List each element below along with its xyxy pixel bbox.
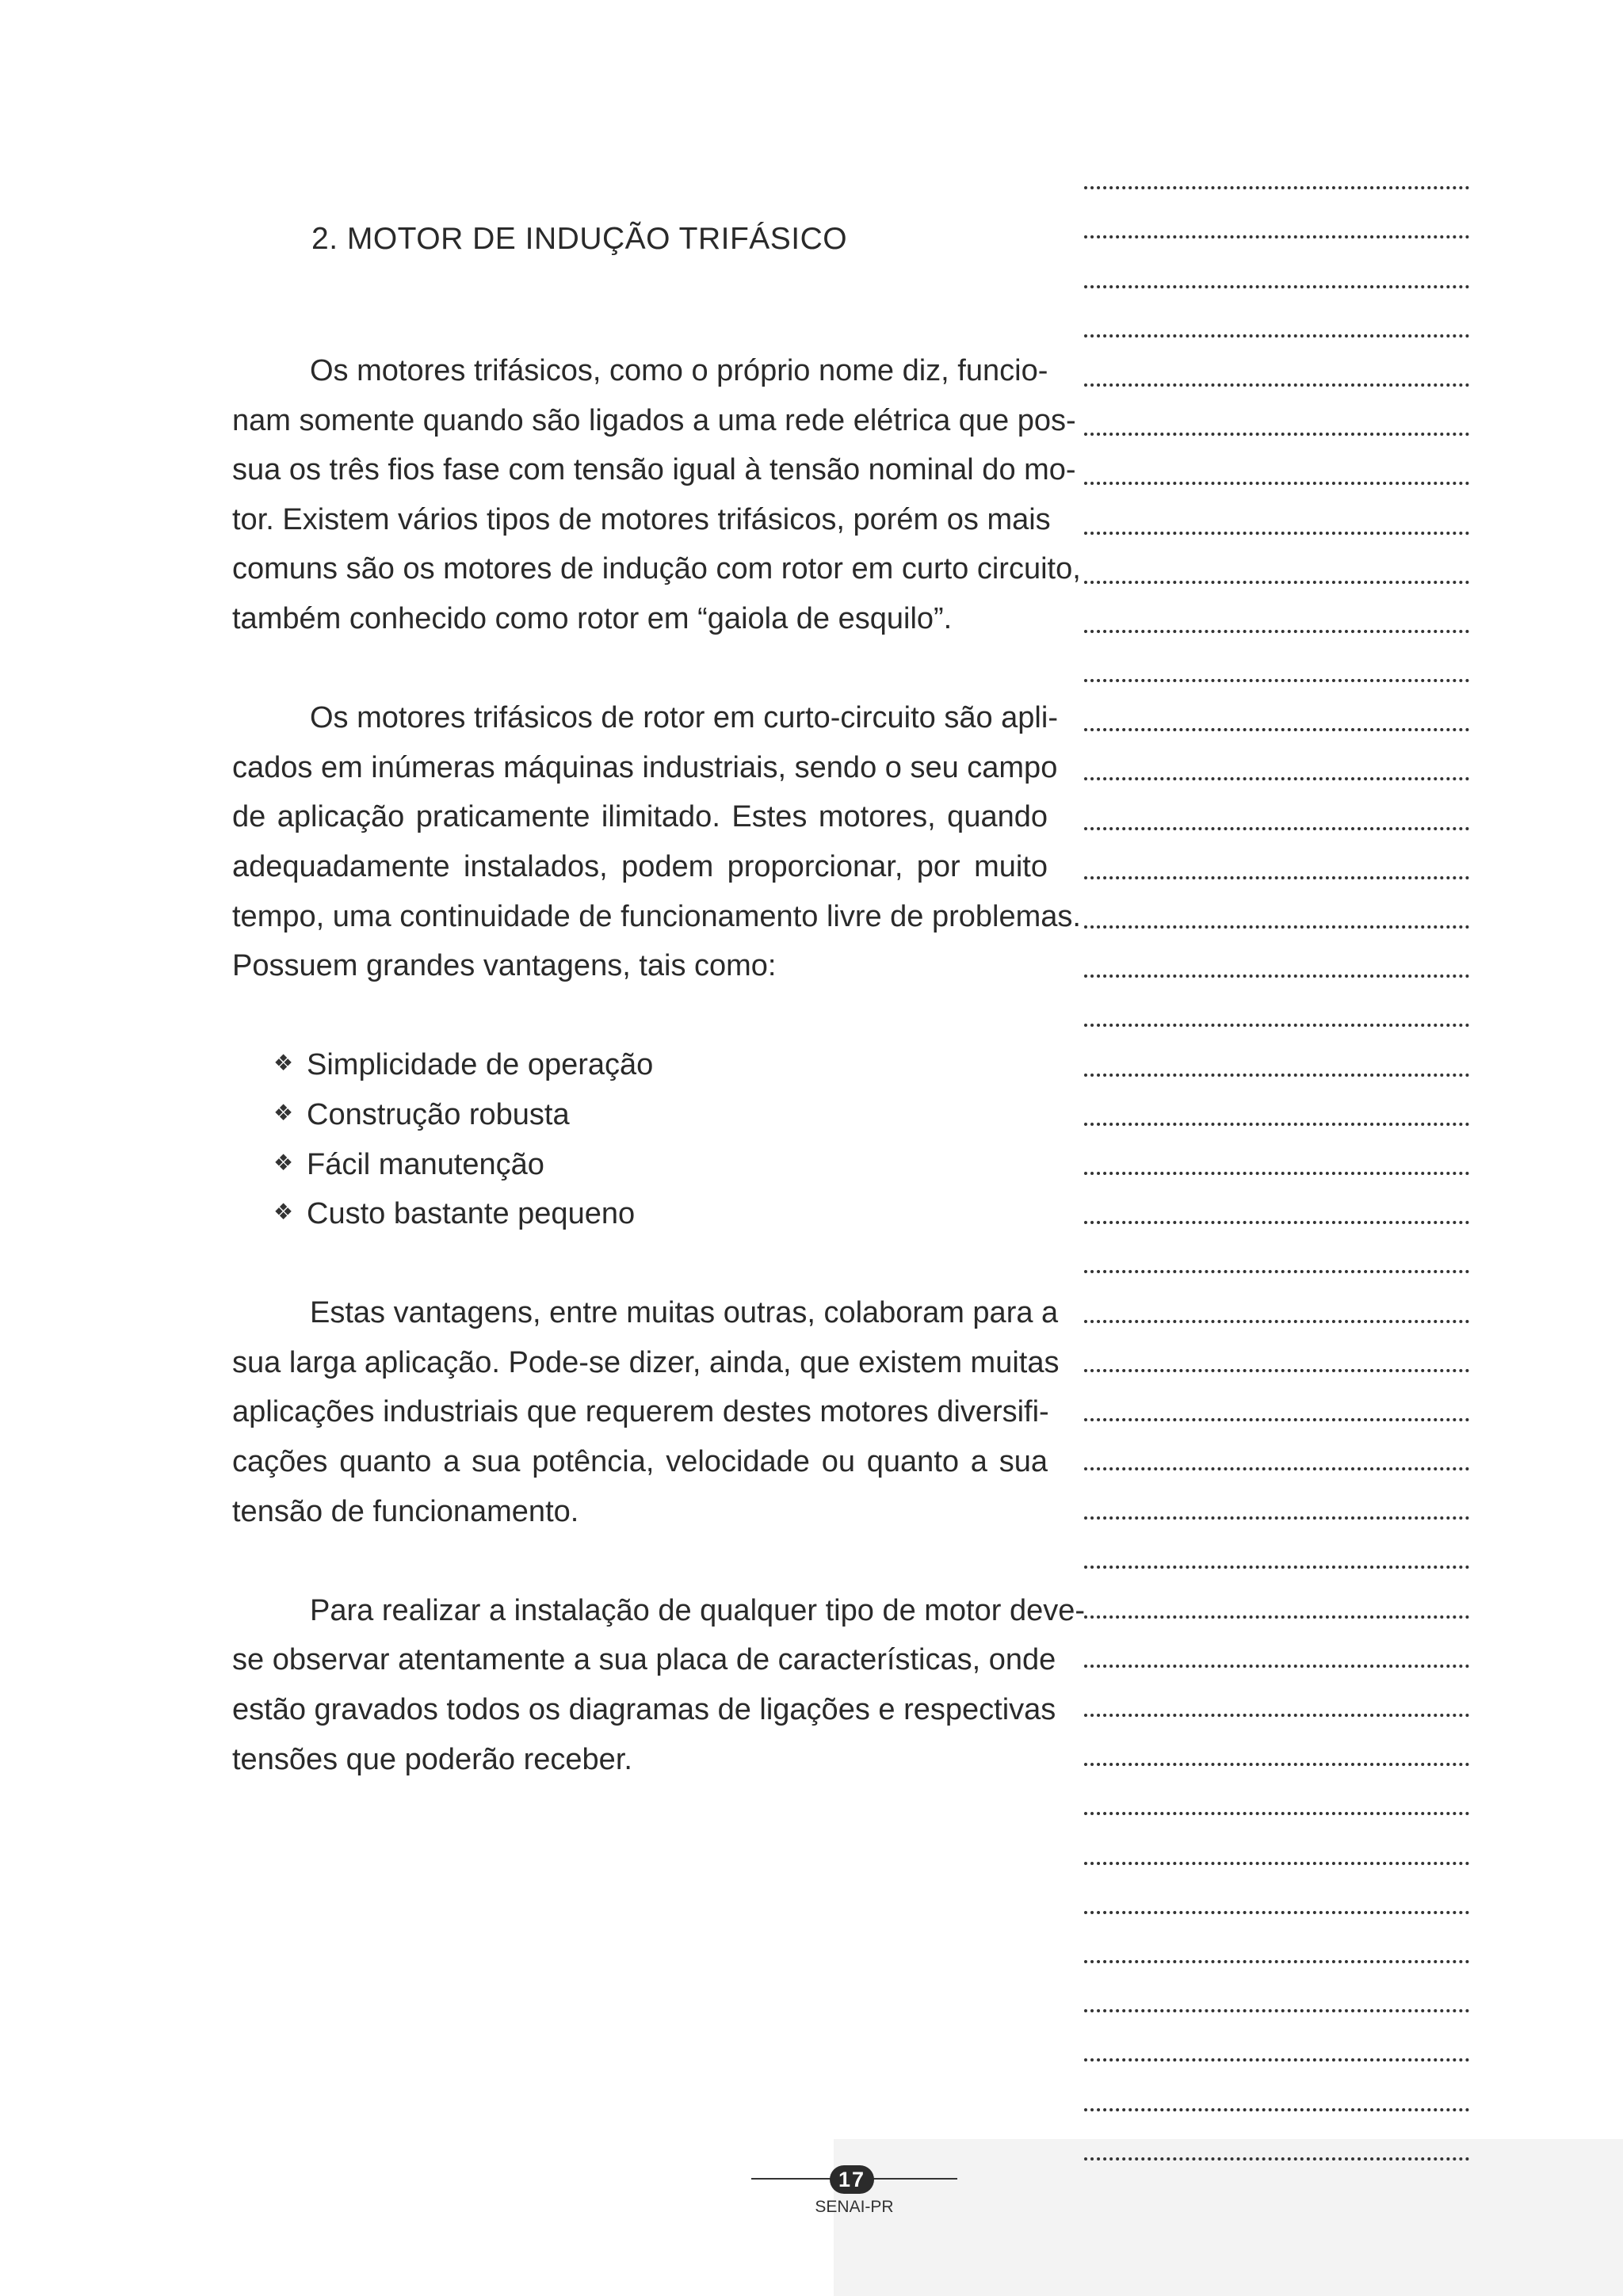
text-line: também conhecido como rotor em “gaiola de esquilo”. xyxy=(232,601,953,635)
text-line: nam somente quando são ligados a uma rede elétrica que pos- xyxy=(232,403,1076,437)
list-item xyxy=(273,1140,1048,1190)
notes-dotted-line xyxy=(1084,402,1469,452)
footer-rule-left xyxy=(751,2178,835,2180)
list-item-label: Custo bastante pequeno xyxy=(307,1197,636,1231)
list-item-label: Fácil manutenção xyxy=(307,1147,544,1181)
notes-dotted-line xyxy=(1084,1289,1469,1338)
text-line: sua os três fios fase com tensão igual à tensão nominal do mo- xyxy=(232,453,1076,487)
text-line: tensões que poderão receber. xyxy=(232,1742,632,1776)
section-title: 2. MOTOR DE INDUÇÃO TRIFÁSICO xyxy=(311,222,848,256)
footer-label: SENAI-PR xyxy=(815,2198,894,2216)
notes-dotted-line xyxy=(1084,1831,1469,1880)
text-line: Possuem grandes vantagens, tais como: xyxy=(232,949,777,983)
notes-dotted-line xyxy=(1084,353,1469,402)
notes-dotted-line xyxy=(1084,1093,1469,1142)
list-item xyxy=(273,1040,1048,1090)
notes-dotted-line xyxy=(1084,846,1469,895)
text-line: Os motores trifásicos, como o próprio nome diz, funcio- xyxy=(310,354,1048,387)
notes-dotted-line xyxy=(1084,698,1469,747)
text-line: cados em inúmeras máquinas industriais, sendo o seu campo xyxy=(232,750,1058,784)
notes-dotted-line xyxy=(1084,1684,1469,1733)
diamond-four-dots-icon: ❖ xyxy=(273,1199,294,1225)
notes-dotted-line xyxy=(1084,1535,1469,1585)
notes-dotted-line xyxy=(1084,1043,1469,1092)
text-line: aplicações industriais que requerem destes motores diversifi- xyxy=(232,1395,1049,1429)
notes-dotted-line xyxy=(1084,1339,1469,1388)
paragraph-4 xyxy=(232,1586,1086,1784)
footer-rule-right xyxy=(869,2178,957,2180)
notes-dotted-line xyxy=(1084,452,1469,501)
page-footer xyxy=(751,2164,957,2220)
notes-dotted-line xyxy=(1084,1388,1469,1437)
notes-dotted-line xyxy=(1084,796,1469,845)
notes-dotted-line xyxy=(1084,1881,1469,1930)
text-line: de aplicação praticamente ilimitado. Estes motores, quando xyxy=(232,800,1048,834)
notes-dotted-line xyxy=(1084,501,1469,550)
paragraph-1 xyxy=(232,346,1081,644)
notes-dotted-lines xyxy=(1084,156,1469,2176)
notes-dotted-line xyxy=(1084,551,1469,600)
notes-dotted-line xyxy=(1084,600,1469,649)
list-item xyxy=(273,1090,1048,1140)
notes-dotted-line xyxy=(1084,1142,1469,1191)
diamond-four-dots-icon: ❖ xyxy=(273,1150,294,1175)
notes-dotted-line xyxy=(1084,747,1469,796)
page-number: 17 xyxy=(830,2165,874,2194)
notes-dotted-line xyxy=(1084,2077,1469,2126)
list-item-label: Simplicidade de operação xyxy=(307,1048,654,1082)
diamond-four-dots-icon: ❖ xyxy=(273,1051,294,1076)
text-line: cações quanto a sua potência, velocidade ou quanto a sua xyxy=(232,1445,1048,1479)
text-line: se observar atentamente a sua placa de características, onde xyxy=(232,1643,1056,1677)
notes-dotted-line xyxy=(1084,1733,1469,1782)
advantages-list xyxy=(232,1040,1048,1238)
notes-dotted-line xyxy=(1084,156,1469,205)
notes-dotted-line xyxy=(1084,2127,1469,2176)
paragraph-3 xyxy=(232,1288,1060,1536)
text-line: Estas vantagens, entre muitas outras, colaboram para a xyxy=(310,1296,1059,1330)
text-line: estão gravados todos os diagramas de ligações e respectivas xyxy=(232,1693,1056,1727)
diamond-four-dots-icon: ❖ xyxy=(273,1100,294,1125)
notes-dotted-line xyxy=(1084,994,1469,1043)
text-line: comuns são os motores de indução com rotor em curto circuito, xyxy=(232,552,1081,586)
list-item xyxy=(273,1189,1048,1239)
body-text xyxy=(232,346,1086,1784)
notes-dotted-line xyxy=(1084,1585,1469,1634)
notes-dotted-line xyxy=(1084,649,1469,698)
list-item-label: Construção robusta xyxy=(307,1097,570,1131)
notes-dotted-line xyxy=(1084,1486,1469,1535)
text-line: sua larga aplicação. Pode-se dizer, ainda, que existem muitas xyxy=(232,1345,1060,1379)
notes-dotted-line xyxy=(1084,1634,1469,1684)
notes-dotted-line xyxy=(1084,205,1469,254)
text-line: tor. Existem vários tipos de motores trifásicos, porém os mais xyxy=(232,502,1051,536)
notes-dotted-line xyxy=(1084,1979,1469,2028)
text-line: Para realizar a instalação de qualquer tipo de motor deve- xyxy=(310,1593,1086,1627)
text-line: Os motores trifásicos de rotor em curto-circuito são apli- xyxy=(310,701,1058,735)
notes-dotted-line xyxy=(1084,1240,1469,1289)
notes-dotted-line xyxy=(1084,895,1469,944)
text-line: tensão de funcionamento. xyxy=(232,1494,579,1528)
text-line: adequadamente instalados, podem proporcionar, por muito xyxy=(232,849,1048,883)
notes-dotted-line xyxy=(1084,254,1469,303)
notes-dotted-line xyxy=(1084,1782,1469,1831)
notes-dotted-line xyxy=(1084,1437,1469,1486)
notes-dotted-line xyxy=(1084,1930,1469,1979)
notes-dotted-line xyxy=(1084,944,1469,994)
notes-dotted-line xyxy=(1084,304,1469,353)
notes-dotted-line xyxy=(1084,2028,1469,2077)
text-line: tempo, uma continuidade de funcionamento livre de problemas. xyxy=(232,899,1081,933)
paragraph-2 xyxy=(232,693,1081,991)
notes-dotted-line xyxy=(1084,1191,1469,1240)
